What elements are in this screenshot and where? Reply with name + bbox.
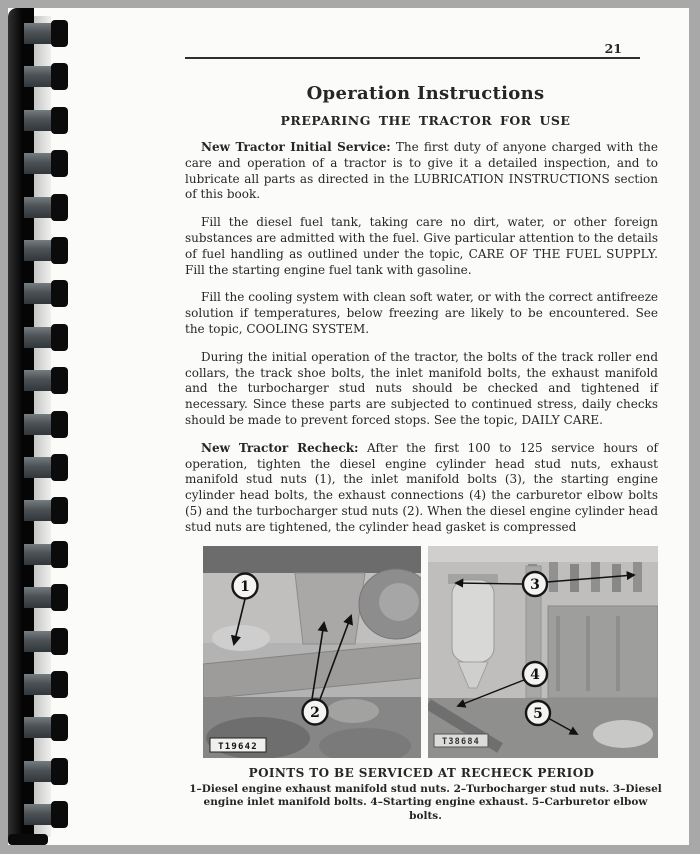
paragraph-text: After the first 100 to 125 service hours of operation, tighten the diesel engine cylinder head stud nuts, exhaust manifold stud nuts (1), the inlet manifold bolts (3), the starting engine cylinder head bolts, the exhaust connections (4) the carburetor elbow bolts (5) and the turbocharger stud nuts (2). When the diesel engine cylinder head stud nuts are tightened, the cylinder head gasket is compressed bbox=[185, 440, 658, 534]
binding-spine-foot bbox=[8, 834, 48, 845]
callout-3-number: 3 bbox=[530, 576, 540, 593]
binding-tooth bbox=[24, 20, 70, 48]
binding-tooth bbox=[24, 454, 70, 482]
paragraph-lead: New Tractor Recheck: bbox=[201, 440, 359, 455]
engine-photo-left bbox=[203, 546, 421, 758]
paragraph-initial-service bbox=[185, 140, 658, 203]
engine-block bbox=[548, 606, 658, 698]
highlight-blob bbox=[212, 625, 270, 651]
turbocharger-face bbox=[379, 583, 419, 621]
binding-tooth bbox=[24, 758, 70, 786]
binding-tooth bbox=[24, 150, 70, 178]
paper-sheet bbox=[8, 8, 689, 845]
page-content bbox=[185, 8, 666, 823]
leader-line-3a bbox=[456, 583, 523, 584]
binding-tooth bbox=[24, 541, 70, 569]
callout-4-number: 4 bbox=[530, 666, 540, 683]
binding-tooth bbox=[24, 194, 70, 222]
binding-tooth bbox=[24, 714, 70, 742]
figure-caption-title: POINTS TO BE SERVICED AT RECHECK PERIOD bbox=[248, 765, 595, 780]
paragraph-lead: New Tractor Initial Service: bbox=[201, 140, 391, 154]
page-number: 21 bbox=[604, 41, 622, 56]
paragraph-text: During the initial operation of the tractor, the bolts of the track roller end collars, the track shoe bolts, the inlet manifold bolts, the exhaust manifold and the turbocharger stud nuts should be checked and tightened if necessary. Since these parts are subjected to continued stress, daily checks should be made to prevent forced stops. See the topic, DAILY CARE. bbox=[185, 349, 658, 427]
paragraph-text: The first duty of anyone charged with the care and operation of a tractor is to give it a detailed inspection, and to lubricate all parts as directed in the LUBRICATION INSTRUCTIONS section of this book. bbox=[185, 140, 658, 202]
binding-tooth bbox=[24, 497, 70, 525]
exhaust-manifold bbox=[295, 573, 365, 644]
paragraph-text: Fill the diesel fuel tank, taking care no dirt, water, or other foreign substances are admitted with the fuel. Give particular attention to the details of fuel handling as outlined under the topic, CARE OF THE FUEL SUPPLY. Fill the starting engine fuel tank with gasoline. bbox=[185, 215, 658, 277]
binding-tooth bbox=[24, 628, 70, 656]
engine-photo-right bbox=[428, 546, 658, 758]
page-title: Operation Instructions bbox=[306, 83, 545, 104]
binding-tooth bbox=[24, 367, 70, 395]
paragraph-text: Fill the cooling system with clean soft water, or with the correct antifreeze solution if temperatures, below freezing are likely to be encountered. See the topic, COOLING SYSTEM. bbox=[185, 290, 658, 336]
comb-binding bbox=[8, 8, 70, 845]
binding-tooth bbox=[24, 107, 70, 135]
paragraph-cooling-system bbox=[185, 290, 658, 337]
callout-5-number: 5 bbox=[533, 705, 543, 722]
binding-tooth bbox=[24, 671, 70, 699]
binding-tooth bbox=[24, 801, 70, 829]
header-rule bbox=[185, 57, 640, 59]
photo-top-strip bbox=[428, 546, 658, 562]
photo-top-shadow bbox=[203, 546, 421, 573]
photo-id-right: T38684 bbox=[442, 736, 480, 747]
binding-tooth bbox=[24, 324, 70, 352]
paragraph-initial-operation bbox=[185, 350, 658, 429]
carburetor-elbow bbox=[593, 720, 653, 748]
elbow-casting bbox=[327, 699, 379, 723]
callout-1-number: 1 bbox=[240, 578, 250, 595]
photo-id-left: T19642 bbox=[218, 741, 258, 752]
body-text bbox=[185, 140, 658, 536]
section-heading: PREPARING THE TRACTOR FOR USE bbox=[280, 113, 571, 128]
binding-tooth bbox=[24, 237, 70, 265]
figure-caption-legend: 1–Diesel engine exhaust manifold stud nuts. 2–Turbocharger stud nuts. 3–Diesel engine inlet manifold bolts. 4–Starting engine exhaust. 5–Carburetor elbow bolts. bbox=[189, 782, 662, 822]
figure-photos bbox=[203, 546, 666, 758]
callout-2-number: 2 bbox=[310, 704, 320, 721]
binding-tooth bbox=[24, 63, 70, 91]
binding-tooth bbox=[24, 411, 70, 439]
paragraph-recheck bbox=[185, 441, 658, 536]
fuel-filter bbox=[452, 580, 494, 662]
binding-tooth bbox=[24, 584, 70, 612]
binding-tooth bbox=[24, 280, 70, 308]
paragraph-fuel-tank bbox=[185, 215, 658, 278]
